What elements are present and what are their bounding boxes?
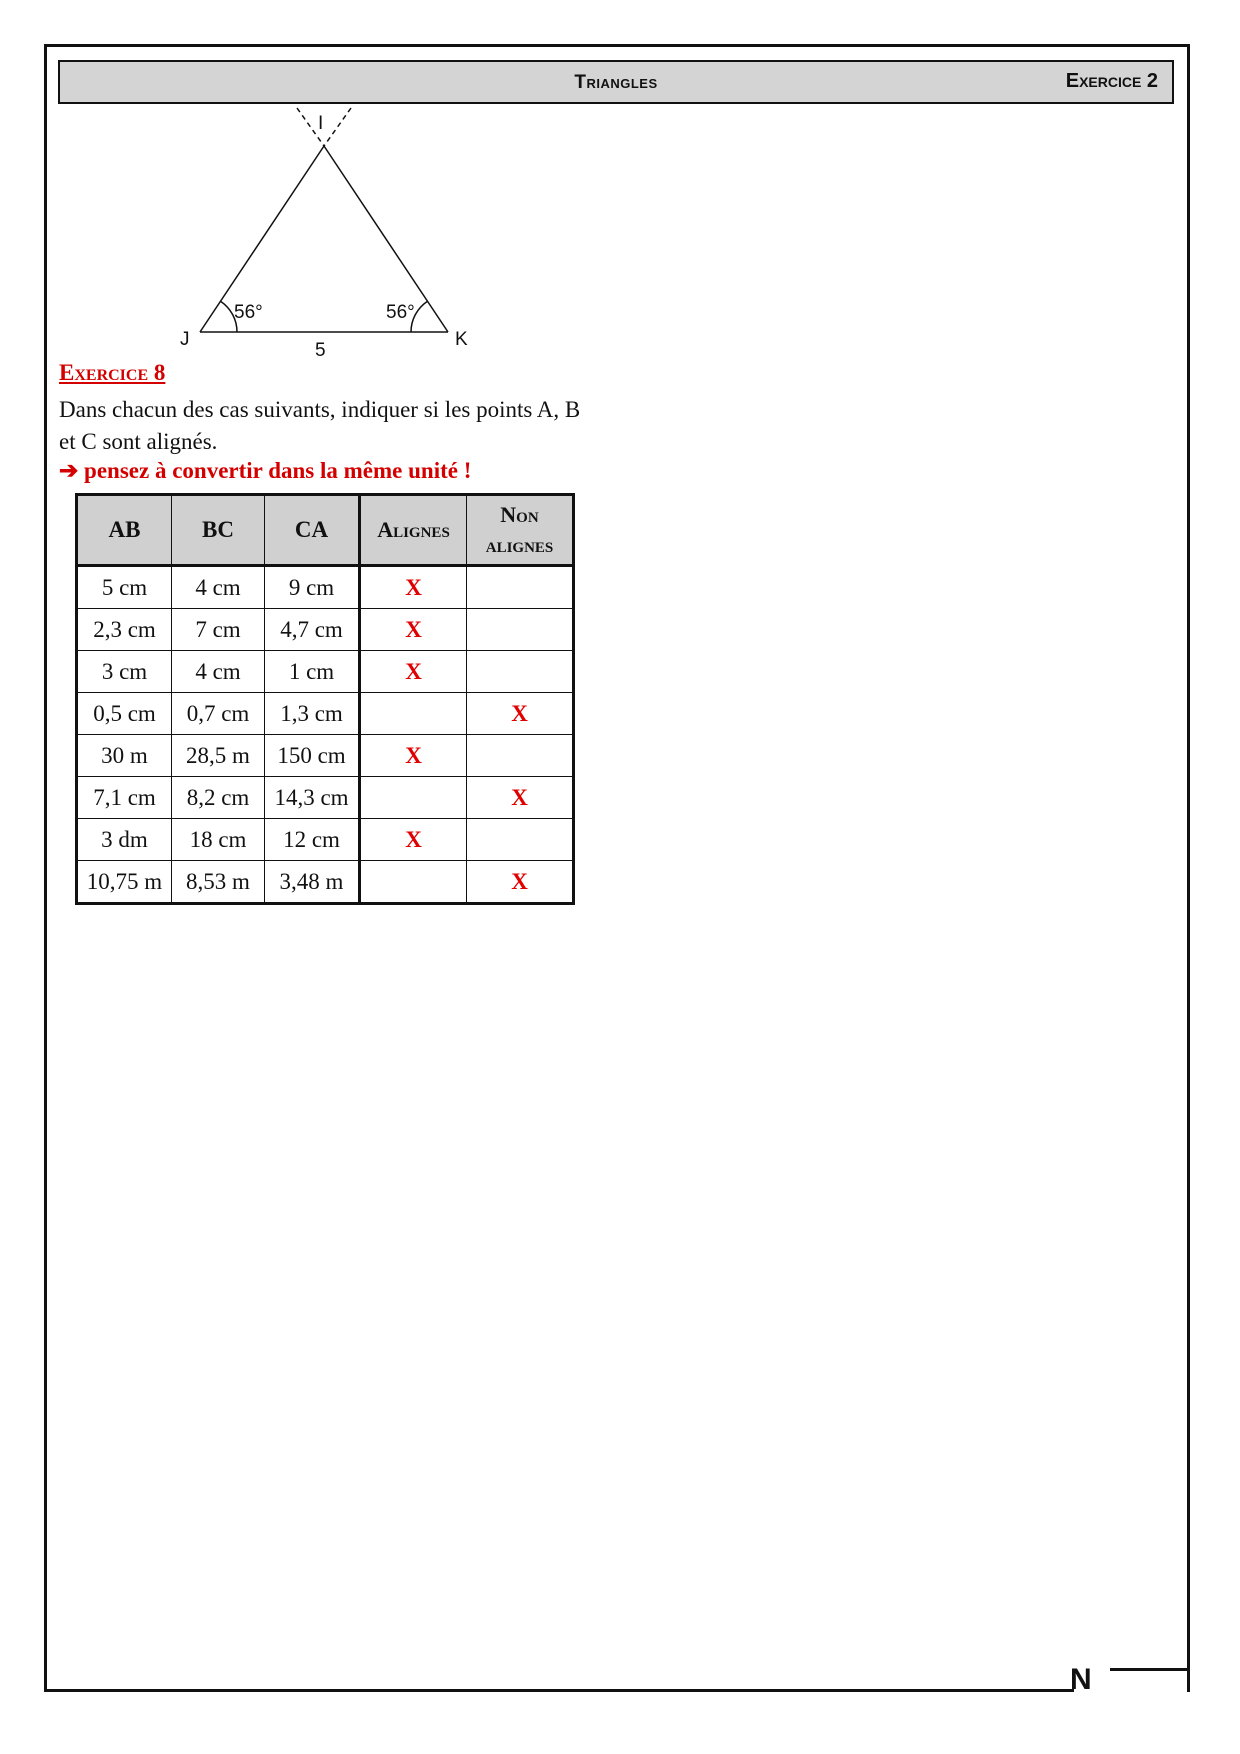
cell-ab: 2,3 cm [77,609,172,651]
cell-bc: 4 cm [172,566,265,609]
cell-bc: 0,7 cm [172,693,265,735]
corner-mark: N [1070,1663,1092,1696]
cell-alignes [360,777,467,819]
cell-bc: 8,2 cm [172,777,265,819]
cell-bc: 4 cm [172,651,265,693]
table-row [77,861,574,904]
table-row [77,651,574,693]
header-alignes: Alignes [360,495,467,566]
table-row [77,777,574,819]
cell-non-alignes [467,566,574,609]
cell-non-alignes [467,609,574,651]
cell-ca: 14,3 cm [265,777,360,819]
cell-ab: 0,5 cm [77,693,172,735]
cell-bc: 18 cm [172,819,265,861]
cell-ab: 5 cm [77,566,172,609]
vertex-label-j: J [180,329,190,350]
table-row [77,693,574,735]
table-header-row [77,495,574,566]
cell-alignes: X [360,609,467,651]
alignment-table [75,493,575,905]
cell-non-alignes: X [467,693,574,735]
cell-bc: 28,5 m [172,735,265,777]
cell-non-alignes [467,735,574,777]
table-row [77,566,574,609]
cell-ab: 3 dm [77,819,172,861]
cell-ca: 1,3 cm [265,693,360,735]
arrow-icon: ➔ [59,458,79,483]
cell-alignes [360,861,467,904]
table-row [77,735,574,777]
header-bar [58,60,1174,104]
triangle-figure [160,104,500,360]
angle-label-j: 56° [234,302,263,323]
exercise-hint [59,458,471,484]
cell-ab: 30 m [77,735,172,777]
table-row [77,609,574,651]
cell-non-alignes [467,819,574,861]
cell-alignes: X [360,566,467,609]
cell-alignes: X [360,735,467,777]
dashed-line-right [324,108,351,146]
angle-label-k: 56° [386,302,415,323]
cell-ca: 150 cm [265,735,360,777]
cell-ca: 3,48 m [265,861,360,904]
cell-non-alignes: X [467,861,574,904]
bottom-border [44,1689,1074,1692]
bottom-border-right [1110,1668,1190,1671]
header-exercise: Exercice 2 [1065,70,1158,92]
cell-bc: 8,53 m [172,861,265,904]
cell-ab: 10,75 m [77,861,172,904]
cell-alignes [360,693,467,735]
cell-non-alignes [467,651,574,693]
header-ab: AB [77,495,172,566]
cell-ab: 3 cm [77,651,172,693]
cell-alignes: X [360,651,467,693]
cell-ca: 9 cm [265,566,360,609]
vertex-label-k: K [455,329,468,350]
cell-ab: 7,1 cm [77,777,172,819]
cell-non-alignes: X [467,777,574,819]
cell-alignes: X [360,819,467,861]
header-ca: CA [265,495,360,566]
header-title: Triangles [574,72,658,93]
header-bc: BC [172,495,265,566]
vertex-label-i: I [318,113,324,134]
table-row [77,819,574,861]
hint-text: pensez à convertir dans la même unité ! [84,458,472,483]
header-non-alignes: Non alignes [467,495,574,566]
cell-bc: 7 cm [172,609,265,651]
exercise-title: Exercice 8 [59,360,166,385]
exercise-text: Dans chacun des cas suivants, indiquer si les points A, B et C sont alignés. [59,397,581,454]
cell-ca: 1 cm [265,651,360,693]
cell-ca: 4,7 cm [265,609,360,651]
cell-ca: 12 cm [265,819,360,861]
side-label-jk: 5 [315,340,326,360]
